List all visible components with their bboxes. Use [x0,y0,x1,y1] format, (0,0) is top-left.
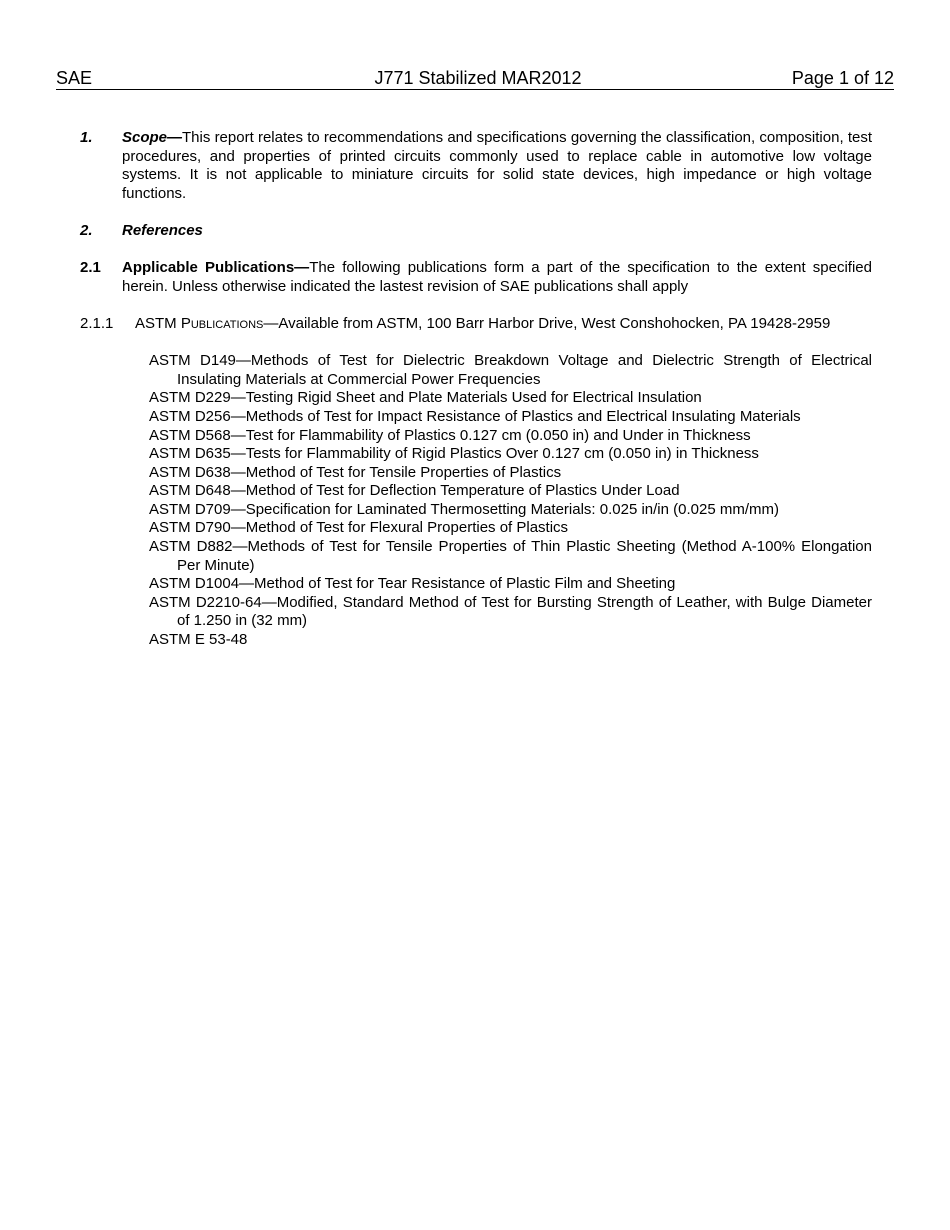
section-title: Applicable Publications— [122,259,310,277]
section-body: —Available from ASTM, 100 Barr Harbor Drive, West Conshohocken, PA 19428-2959 [263,314,831,332]
reference-item: ASTM D790—Method of Test for Flexural Properties of Plastics [149,519,569,537]
section-astm-publications [80,315,872,334]
reference-item: ASTM D256—Methods of Test for Impact Resistance of Plastics and Electrical Insulating Materials [149,407,801,425]
reference-item: ASTM D568—Test for Flammability of Plastics 0.127 cm (0.050 in) and Under in Thickness [149,426,751,444]
section-references [80,222,872,241]
reference-list [80,352,872,650]
document-body [80,129,872,650]
reference-item: ASTM D635—Tests for Flammability of Rigid Plastics Over 0.127 cm (0.050 in) in Thickness [149,445,759,463]
reference-item: ASTM D638—Method of Test for Tensile Properties of Plastics [149,463,562,481]
section-scope [80,129,872,203]
page-header [56,67,894,90]
section-applicable-publications [80,259,872,296]
reference-item: ASTM D229—Testing Rigid Sheet and Plate Materials Used for Electrical Insulation [149,389,702,407]
section-number: 1. [80,129,93,146]
section-title: References [122,221,203,239]
header-organization: SAE [56,68,93,88]
section-text [122,259,872,296]
section-text [135,315,830,334]
reference-item: ASTM D149—Methods of Test for Dielectric Breakdown Voltage and Dielectric Strength of Electrical Insulating Materials at Commercial Power Frequencies [149,352,872,388]
reference-item: ASTM D709—Specification for Laminated Thermosetting Materials: 0.025 in/in (0.025 mm/mm) [149,500,779,518]
section-title: Scope— [122,129,183,146]
section-body: The following publications form a part of the specification to the extent specified herein. Unless otherwise indicated the lastest revision of SAE publications shall apply [122,259,872,295]
section-lead-smallcaps: ublications [190,314,264,332]
section-body: This report relates to recommendations and specifications governing the classification, composition, test procedures, and properties of printed circuits commonly used to replace cable in automotive low voltage systems. It is not applicable to miniature circuits for solid state devices, high impedance or high voltage functions. [122,129,872,202]
reference-item: ASTM E 53-48 [149,631,248,649]
reference-item: ASTM D1004—Method of Test for Tear Resistance of Plastic Film and Sheeting [149,575,676,593]
header-document-id: J771 Stabilized MAR2012 [374,68,582,88]
section-lead: ASTM P [135,314,191,332]
section-number: 2.1.1 [80,314,114,332]
section-text [122,129,872,203]
reference-item: ASTM D882—Methods of Test for Tensile Properties of Thin Plastic Sheeting (Method A-100% Elongation Per Minute) [149,538,872,574]
reference-item: ASTM D2210-64—Modified, Standard Method of Test for Bursting Strength of Leather, with Bulge Diameter of 1.250 in (32 mm) [149,593,872,630]
section-number: 2.1 [80,259,101,277]
header-page-number: Page 1 of 12 [791,68,894,88]
section-number: 2. [80,221,93,239]
reference-item: ASTM D648—Method of Test for Deflection Temperature of Plastics Under Load [149,482,680,500]
